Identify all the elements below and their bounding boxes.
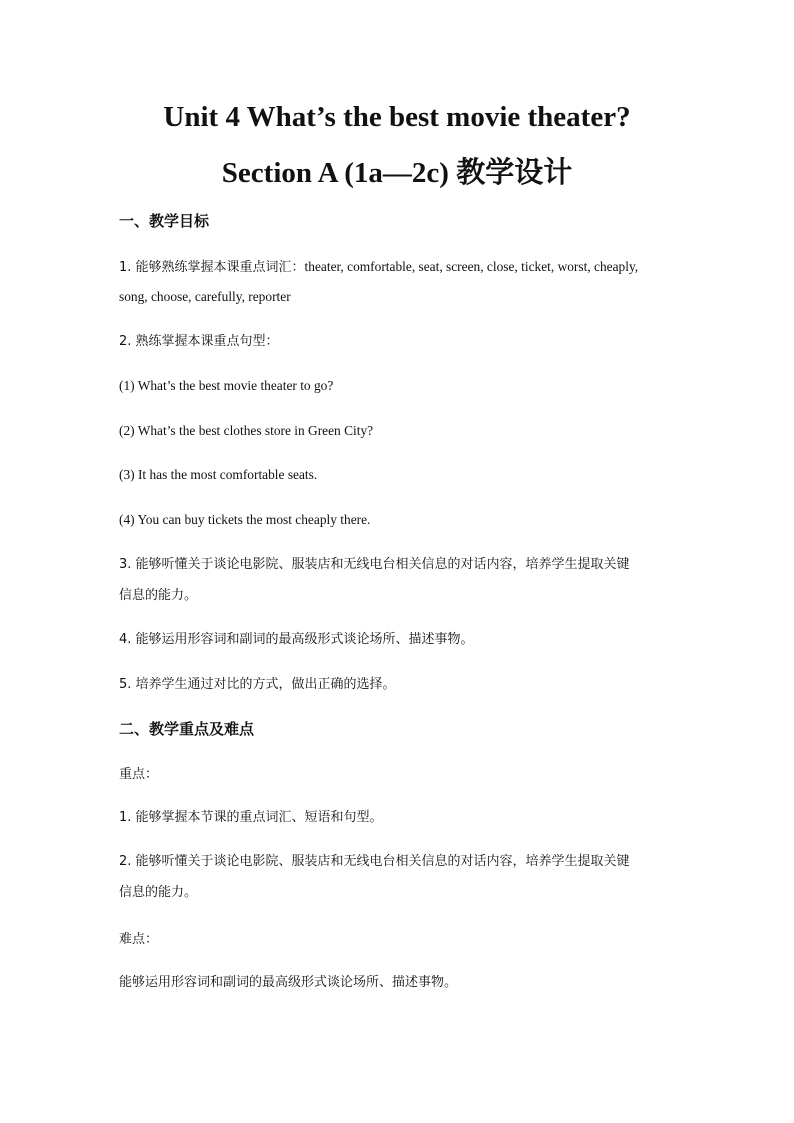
objective-5: 5. 培养学生通过对比的方式，做出正确的选择。 — [119, 677, 396, 692]
sentence-1: (1) What’s the best movie theater to go? — [119, 378, 334, 393]
objective-1 — [119, 258, 638, 277]
key-point-2-continued: 信息的能力。 — [119, 885, 198, 900]
objective-1-continued: song, choose, carefully, reporter — [119, 289, 291, 304]
key-points-label: 重点： — [119, 767, 159, 782]
document-title: Unit 4 What’s the best movie theater? — [163, 101, 631, 133]
sentence-4: (4) You can buy tickets the most cheaply there. — [119, 512, 371, 527]
objective-2: 2. 熟练掌握本课重点句型： — [119, 334, 279, 349]
difficult-points-label: 难点： — [119, 932, 159, 947]
key-point-1: 1. 能够掌握本节课的重点词汇、短语和句型。 — [119, 810, 383, 825]
objective-3: 3. 能够听懂关于谈论电影院、服装店和无线电台相关信息的对话内容，培养学生提取关键 — [119, 557, 630, 572]
objective-4: 4. 能够运用形容词和副词的最高级形式谈论场所、描述事物。 — [119, 632, 474, 647]
section-heading-objectives: 一、教学目标 — [119, 212, 210, 230]
difficult-point-1: 能够运用形容词和副词的最高级形式谈论场所、描述事物。 — [119, 975, 458, 990]
objective-3-continued: 信息的能力。 — [119, 588, 198, 603]
sentence-2: (2) What’s the best clothes store in Green City? — [119, 423, 374, 438]
document-subtitle: Section A (1a—2c) 教学设计 — [221, 157, 573, 189]
sentence-3: (3) It has the most comfortable seats. — [119, 467, 318, 482]
key-point-2: 2. 能够听懂关于谈论电影院、服装店和无线电台相关信息的对话内容，培养学生提取关键 — [119, 854, 630, 869]
section-heading-key-points: 二、教学重点及难点 — [119, 720, 255, 738]
objective-1-prefix: 1. 能够熟练掌握本课重点词汇： — [119, 260, 305, 275]
objective-1-words: theater, comfortable, seat, screen, close, ticket, worst, cheaply, — [304, 259, 639, 274]
